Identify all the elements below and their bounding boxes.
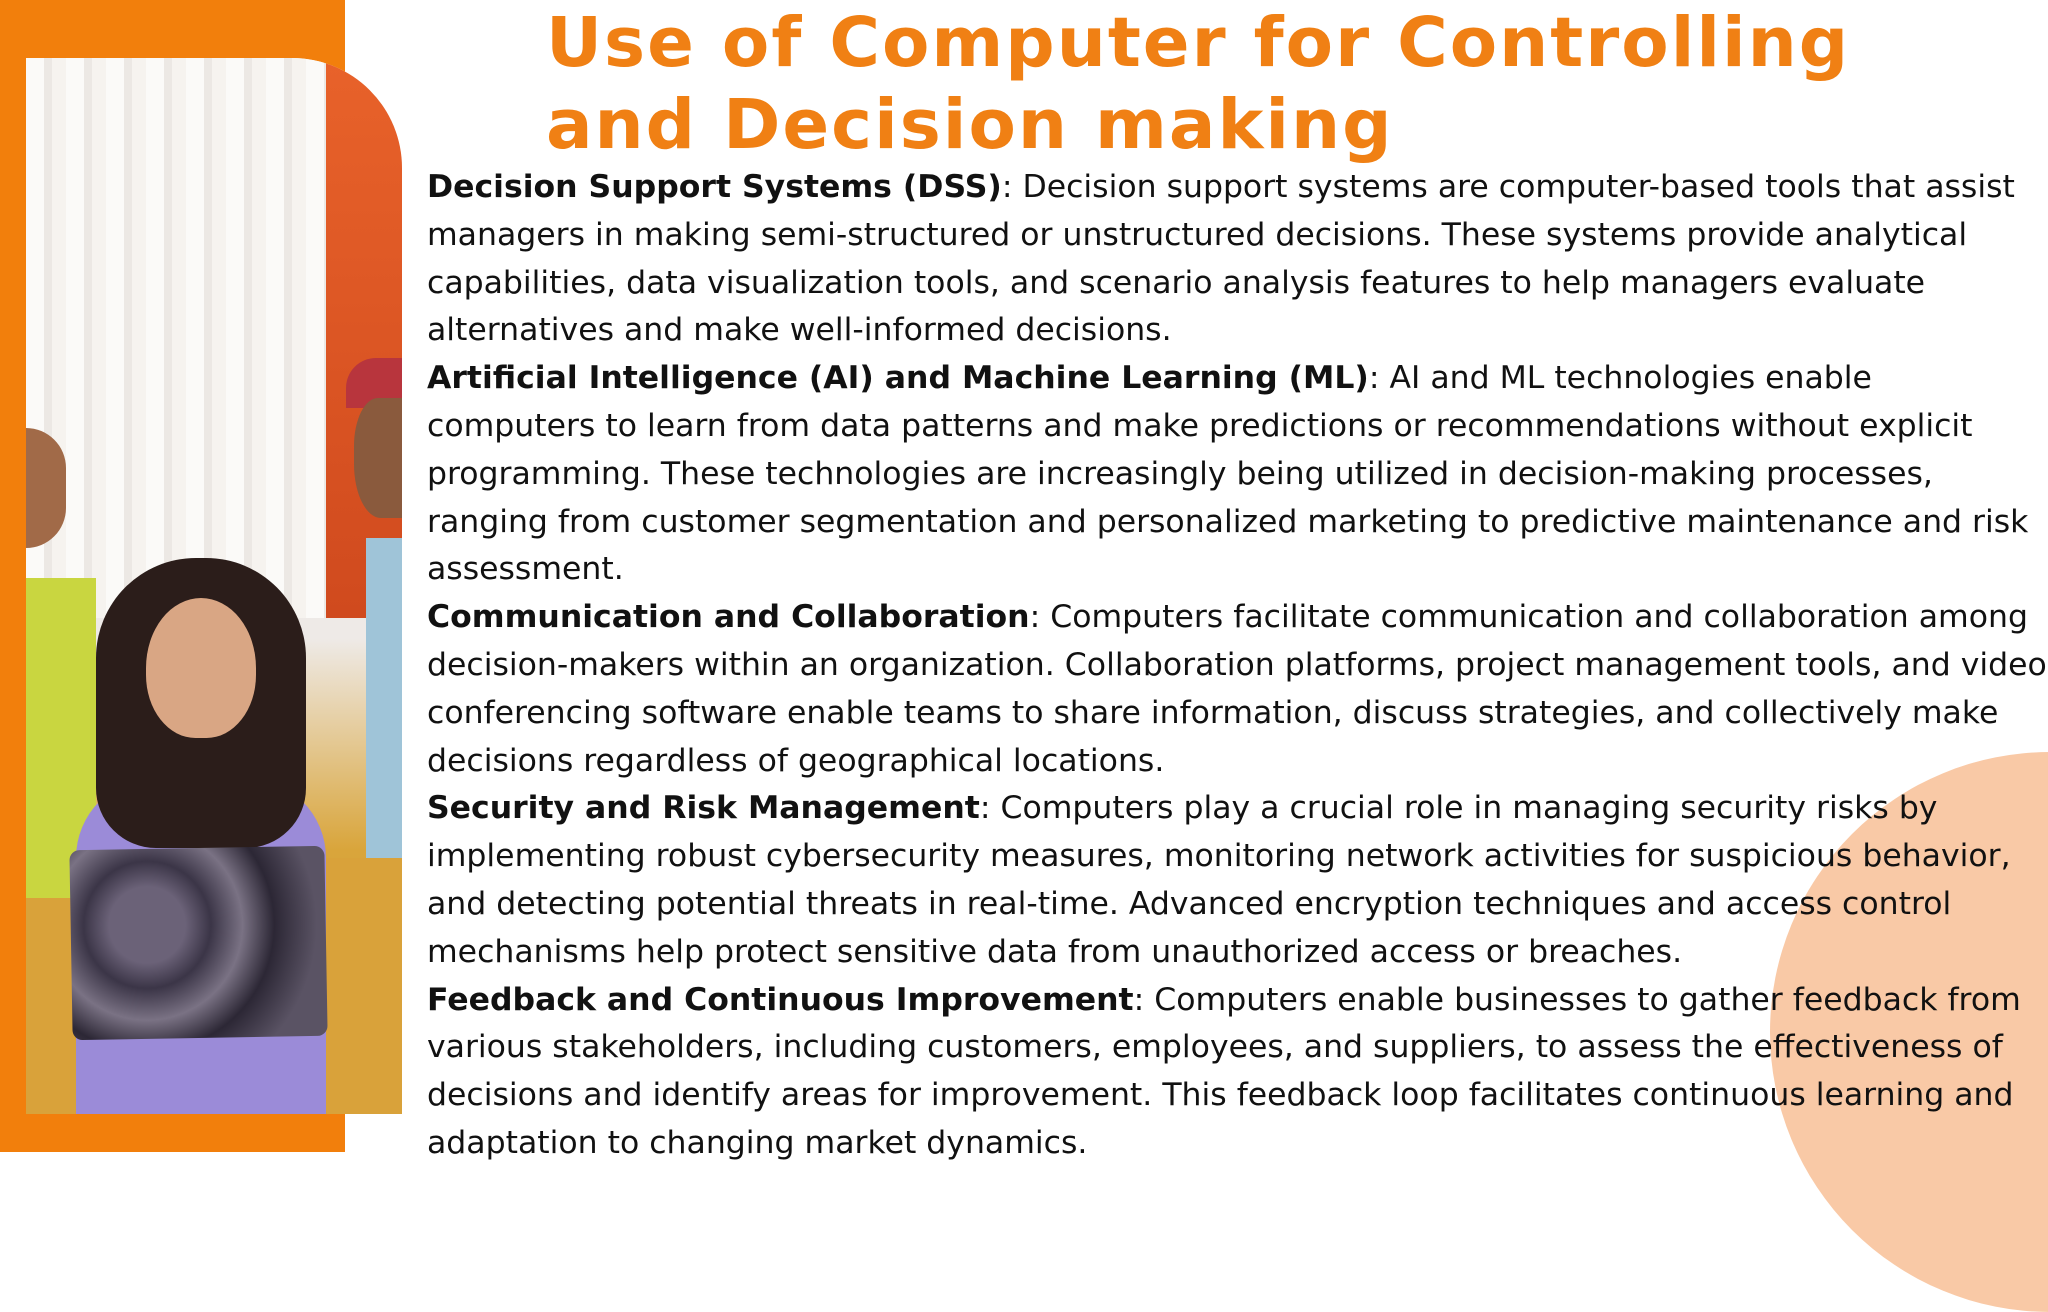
section-text: AI and ML technologies enable computers to learn from data patterns and make predictions or recommendations without explicit programming. These technologies are increasingly being utilized in decision-making processes, ranging from customer segmentation and personalized marketing to predictive maintenance and risk assessment. bbox=[427, 360, 2029, 588]
section-paragraph bbox=[427, 355, 2048, 594]
section-paragraph bbox=[427, 164, 2048, 355]
photo-right-person-jacket bbox=[366, 538, 402, 858]
section-text: Computers enable businesses to gather feedback from various stakeholders, including customers, employees, and suppliers, to assess the effectiveness of decisions and identify areas for improvement. This feedback loop facilitates continuous learning and adaptation to changing market dynamics. bbox=[427, 981, 2021, 1161]
team-photo bbox=[26, 58, 402, 1114]
section-paragraph bbox=[427, 785, 2048, 976]
section-paragraph bbox=[427, 594, 2048, 785]
section-separator: : bbox=[1133, 981, 1145, 1018]
section-term: Communication and Collaboration bbox=[427, 599, 1030, 636]
section-separator: : bbox=[979, 790, 991, 827]
section-term: Decision Support Systems (DSS) bbox=[427, 169, 1002, 205]
section-term: Artificial Intelligence (AI) and Machine Learning (ML) bbox=[427, 360, 1369, 397]
section-separator: : bbox=[1029, 599, 1041, 636]
photo-laptop bbox=[69, 846, 327, 1040]
section-text: Computers play a crucial role in managing security risks by implementing robust cybersecurity measures, monitoring network activities for suspicious behavior, and detecting potential threats in real-time. Advanced encryption techniques and access control mechanisms help protect sensitive data from unauthorized access or breaches. bbox=[427, 790, 2011, 970]
section-text: Decision support systems are computer-based tools that assist managers in making semi-structured or unstructured decisions. These systems provide analytical capabilities, data visualization tools, and scenario analysis features to help managers evaluate alternatives and make well-informed decisions. bbox=[427, 169, 2015, 349]
photo-orange-wall bbox=[326, 58, 402, 618]
section-separator: : bbox=[1368, 360, 1380, 397]
section-text: Computers facilitate communication and collaboration among decision-makers within an organization. Collaboration platforms, project management tools, and video conferencing software enable teams to share information, discuss strategies, and collectively make decisions regardless of geographical locations. bbox=[427, 599, 2047, 779]
slide-body bbox=[427, 164, 2048, 1168]
section-paragraph bbox=[427, 977, 2048, 1168]
section-separator: : bbox=[1001, 169, 1013, 205]
photo-right-person-face bbox=[354, 398, 402, 518]
section-term: Feedback and Continuous Improvement bbox=[427, 981, 1134, 1018]
photo-woman-face bbox=[146, 598, 256, 738]
photo-curtain bbox=[26, 58, 326, 618]
section-term: Security and Risk Management bbox=[427, 790, 980, 827]
slide-title: Use of Computer for Controlling and Decision making bbox=[546, 3, 1851, 165]
